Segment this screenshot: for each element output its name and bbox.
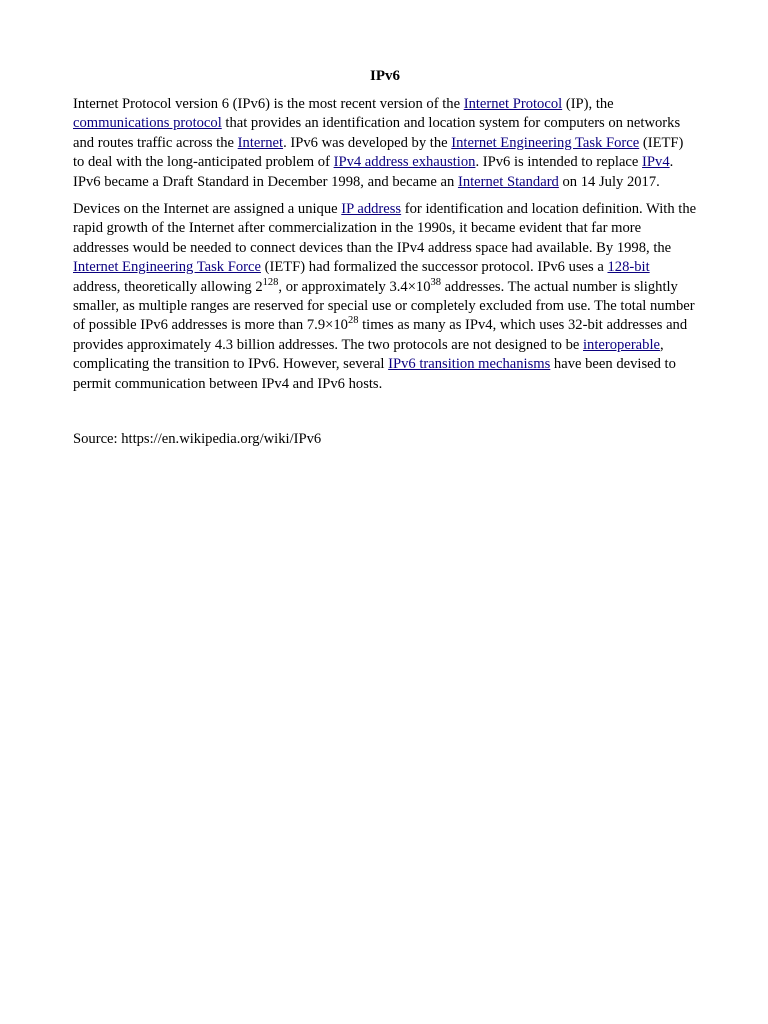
text-run: (IP), the [562, 96, 614, 112]
internet-standard-link[interactable]: Internet Standard [457, 173, 559, 190]
text-run: that provides an identification and location system for computers on networks and routes traffic across the [73, 115, 681, 151]
interoperable-link[interactable]: interoperable [583, 336, 660, 353]
document-page [73, 66, 697, 450]
text-run: address, theoretically allowing 2 [73, 278, 263, 295]
exponent: 38 [430, 276, 442, 288]
paragraph-addressing [73, 200, 697, 394]
exponent: 128 [262, 276, 279, 288]
internet-engineering-task-force-link[interactable]: Internet Engineering Task Force [451, 134, 640, 151]
text-run: , or approximately 3.4×10 [278, 278, 431, 295]
ipv6-transition-mechanisms-link[interactable]: IPv6 transition mechanisms [388, 356, 551, 373]
internet-link[interactable]: Internet [237, 134, 284, 151]
text-run: times as many as IPv4, which uses 32-bit addresses and provides approximately 4.3 billion addresses. The two protocols are not designed to be [73, 317, 688, 353]
ipv4-address-exhaustion-link[interactable]: IPv4 address exhaustion [333, 154, 476, 171]
text-run: (IETF) had formalized the successor protocol. IPv6 uses a [260, 259, 608, 276]
document-title: IPv6 [370, 68, 400, 84]
paragraph-intro [73, 95, 697, 192]
text-run: Devices on the Internet are assigned a unique [73, 201, 342, 218]
text-run: . IPv6 became a Draft Standard in December 1998, and became an [73, 154, 674, 190]
text-run: on 14 July 2017. [558, 173, 660, 190]
text-run: . IPv6 is intended to replace [475, 154, 643, 171]
text-run: (IETF) to deal with the long-anticipated problem of [73, 134, 684, 171]
text-run: addresses. The actual number is slightly smaller, as multiple ranges are reserved for special use or completely excluded from use. The total number of possible IPv6 addresses is more than 7.9×10 [73, 278, 695, 334]
text-run: have been devised to permit communication between IPv4 and IPv6 hosts. [73, 356, 676, 392]
exponent: 28 [347, 315, 359, 327]
ip-address-link[interactable]: IP address [341, 201, 402, 218]
source-citation: Source: https://en.wikipedia.org/wiki/IPv6 [73, 431, 322, 448]
document-body [73, 95, 697, 394]
text-run: , complicating the transition to IPv6. However, several [73, 336, 664, 373]
text-run: Internet Protocol version 6 (IPv6) is the most recent version of the [73, 96, 464, 112]
communications-protocol-link[interactable]: communications protocol [73, 115, 222, 132]
internet-engineering-task-force-link[interactable]: Internet Engineering Task Force [73, 259, 261, 276]
text-run: for identification and location definition. With the rapid growth of the Internet after commercialization in the 1990s, it became evident that far more addresses would be needed to connect devices than the IPv4 address space had available. By 1998, the [73, 201, 697, 256]
ipv4-link[interactable]: IPv4 [642, 154, 670, 171]
text-run: . IPv6 was developed by the [283, 134, 452, 151]
internet-protocol-link[interactable]: Internet Protocol [463, 96, 563, 112]
128-bit-link[interactable]: 128-bit [607, 259, 650, 276]
